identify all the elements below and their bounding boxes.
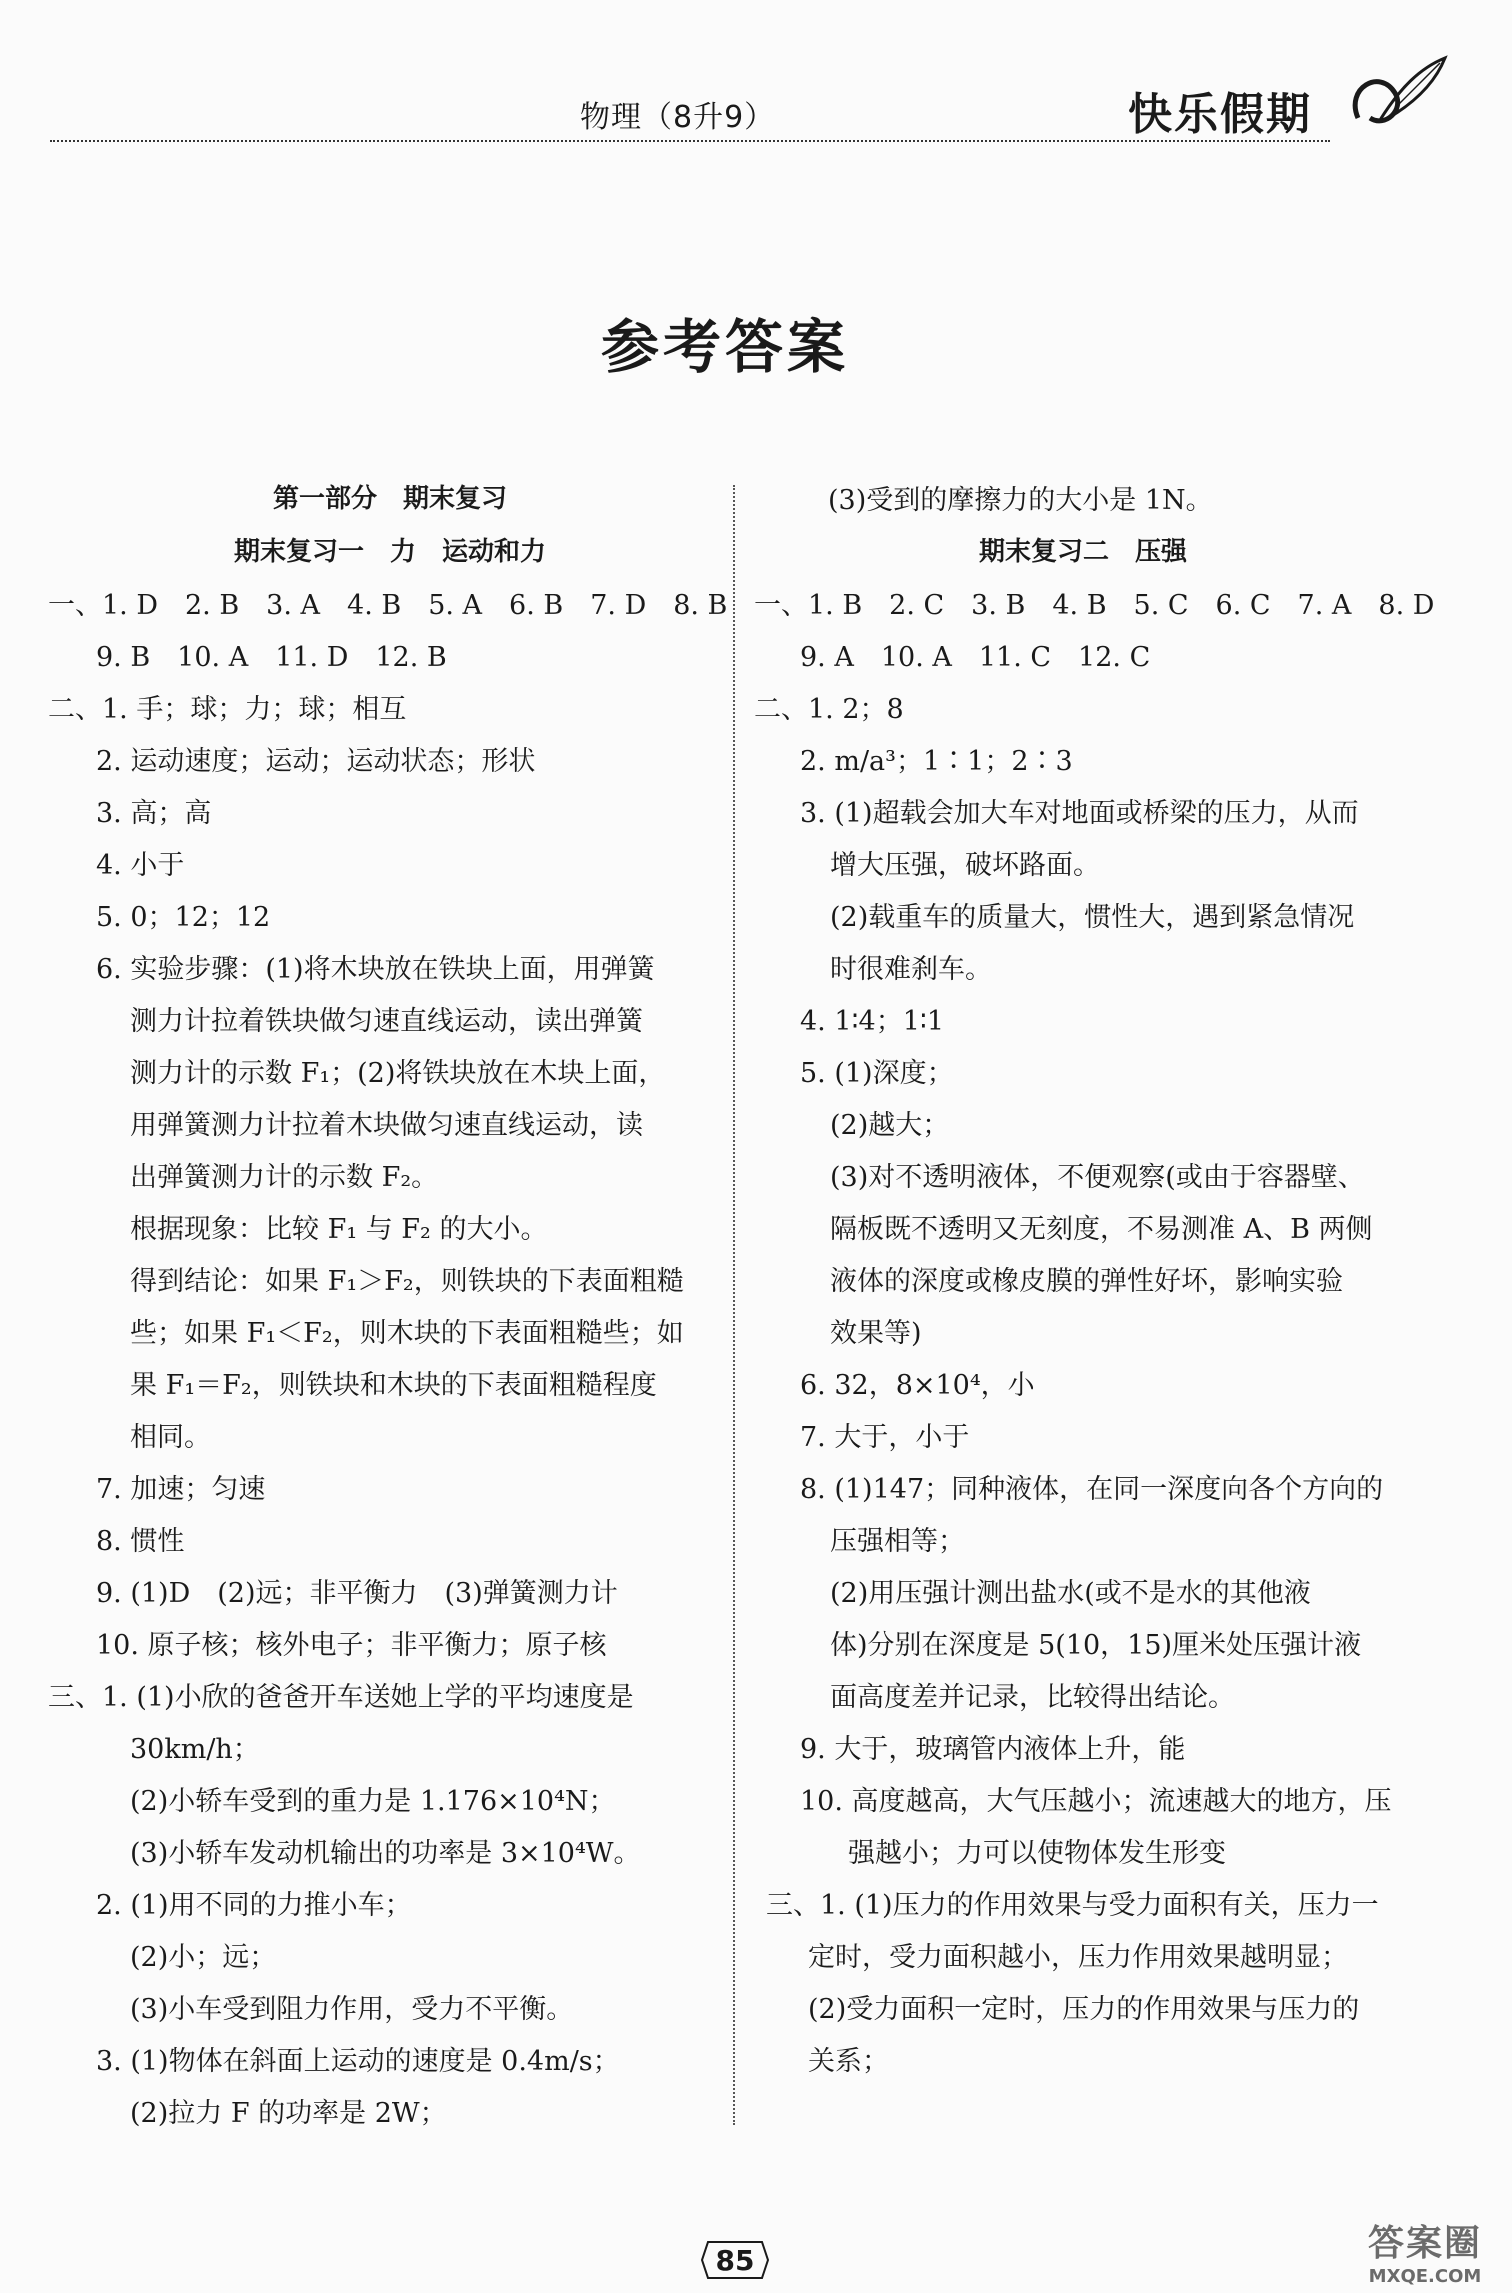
- answer-line: 三、1. (1)压力的作用效果与受力面积有关，压力一: [766, 1890, 1379, 1921]
- answer-line: (2)小；远；: [130, 1942, 277, 1973]
- answer-line: 2. (1)用不同的力推小车；: [96, 1890, 412, 1921]
- answer-line: 3. (1)超载会加大车对地面或桥梁的压力，从而: [800, 798, 1359, 829]
- answer-line: (2)载重车的质量大，惯性大，遇到紧急情况: [830, 902, 1355, 933]
- header-title: 物理（8升9）: [580, 100, 776, 135]
- answer-line: (3)对不透明液体，不便观察(或由于容器壁、: [830, 1162, 1365, 1193]
- answer-line: 效果等): [830, 1318, 922, 1349]
- answer-line: 液体的深度或橡皮膜的弹性好坏，影响实验: [830, 1266, 1343, 1297]
- answer-line: 4. 1∶4；1∶1: [800, 1006, 945, 1037]
- watermark-logo: 答案圈: [1367, 2223, 1482, 2264]
- answer-line: 9. A 10. A 11. C 12. C: [800, 642, 1151, 673]
- answer-line: 增大压强，破坏路面。: [830, 850, 1100, 881]
- answer-line: (3)小轿车发动机输出的功率是 3×10⁴W。: [130, 1838, 641, 1869]
- answer-line: 相同。: [130, 1422, 211, 1453]
- answer-line: 9. 大于，玻璃管内液体上升，能: [800, 1734, 1186, 1765]
- answer-line: 定时，受力面积越小，压力作用效果越明显；: [808, 1942, 1348, 1973]
- answer-line: 测力计拉着铁块做匀速直线运动，读出弹簧: [130, 1006, 643, 1037]
- answer-line: 2. 运动速度；运动；运动状态；形状: [96, 746, 536, 777]
- answer-line: (3)小车受到阻力作用，受力不平衡。: [130, 1994, 574, 2025]
- subsection-heading: 期末复习一 力 运动和力: [233, 537, 546, 567]
- answer-line: 面高度差并记录，比较得出结论。: [830, 1682, 1235, 1713]
- answer-line: 9. (1)D (2)远；非平衡力 (3)弹簧测力计: [96, 1578, 618, 1609]
- answer-line: 得到结论：如果 F₁＞F₂，则铁块的下表面粗糙: [130, 1266, 684, 1297]
- answer-line: 一、1. D 2. B 3. A 4. B 5. A 6. B 7. D 8. B: [48, 590, 728, 621]
- watermark-site: MXQE.COM: [1368, 2266, 1482, 2287]
- page-number: 85: [715, 2244, 755, 2277]
- leaf-swirl-icon: [1340, 48, 1450, 148]
- answer-line: 三、1. (1)小欣的爸爸开车送她上学的平均速度是: [48, 1682, 634, 1713]
- answer-line: 7. 大于，小于: [800, 1422, 970, 1453]
- answer-line: 时很难刹车。: [830, 954, 992, 985]
- answer-line: 一、1. B 2. C 3. B 4. B 5. C 6. C 7. A 8. D: [754, 590, 1435, 621]
- answer-line: 些；如果 F₁＜F₂，则木块的下表面粗糙些；如: [130, 1318, 684, 1349]
- answer-line: 8. 惯性: [96, 1526, 185, 1557]
- answer-line: 强越小；力可以使物体发生形变: [848, 1838, 1226, 1869]
- answer-line: (2)受力面积一定时，压力的作用效果与压力的: [808, 1994, 1360, 2025]
- answer-line: 6. 实验步骤：(1)将木块放在铁块上面，用弹簧: [96, 954, 655, 985]
- answer-line: 10. 原子核；核外电子；非平衡力；原子核: [96, 1630, 607, 1661]
- answer-line: 用弹簧测力计拉着木块做匀速直线运动，读: [130, 1110, 643, 1141]
- answer-line: 出弹簧测力计的示数 F₂。: [130, 1162, 439, 1193]
- answer-line: 30km/h；: [130, 1734, 260, 1765]
- answer-line: 果 F₁＝F₂，则铁块和木块的下表面粗糙程度: [130, 1370, 657, 1401]
- answer-line: 2. m/a³；1∶1；2∶3: [800, 746, 1073, 777]
- answer-line: 压强相等；: [830, 1526, 965, 1557]
- answer-line: 7. 加速；匀速: [96, 1474, 266, 1505]
- answer-line: 体)分别在深度是 5(10，15)厘米处压强计液: [830, 1630, 1362, 1661]
- answer-line: (2)越大；: [830, 1110, 950, 1141]
- subsection-heading: 期末复习二 压强: [978, 537, 1187, 567]
- answer-line: 二、1. 2；8: [754, 694, 904, 725]
- page-title: 参考答案: [600, 313, 849, 381]
- answer-line: (2)用压强计测出盐水(或不是水的其他液: [830, 1578, 1311, 1609]
- answer-line: 5. 0；12；12: [96, 902, 271, 933]
- header-brand: 快乐假期: [1128, 89, 1312, 140]
- answer-line: 6. 32，8×10⁴，小: [800, 1370, 1035, 1401]
- answer-line: 10. 高度越高，大气压越小；流速越大的地方，压: [800, 1786, 1392, 1817]
- answer-line: 9. B 10. A 11. D 12. B: [96, 642, 447, 673]
- column-divider: [733, 485, 735, 2125]
- answer-line: 测力计的示数 F₁；(2)将铁块放在木块上面，: [130, 1058, 666, 1089]
- answer-line: 3. 高；高: [96, 798, 212, 829]
- answer-line: 隔板既不透明又无刻度，不易测准 A、B 两侧: [830, 1214, 1373, 1245]
- answer-line: 5. (1)深度；: [800, 1058, 954, 1089]
- answer-line: (2)拉力 F 的功率是 2W；: [130, 2098, 447, 2129]
- answer-line: (3)受到的摩擦力的大小是 1N。: [828, 485, 1213, 516]
- watermark: [1345, 2215, 1505, 2285]
- section-heading: 第一部分 期末复习: [272, 484, 507, 514]
- answer-line: 8. (1)147；同种液体，在同一深度向各个方向的: [800, 1474, 1384, 1505]
- header-divider: [50, 140, 1330, 142]
- answer-line: 4. 小于: [96, 850, 185, 881]
- answer-line: (2)小轿车受到的重力是 1.176×10⁴N；: [130, 1786, 616, 1817]
- answer-line: 3. (1)物体在斜面上运动的速度是 0.4m/s；: [96, 2046, 620, 2077]
- answer-line: 根据现象：比较 F₁ 与 F₂ 的大小。: [130, 1214, 548, 1245]
- answer-line: 关系；: [808, 2046, 889, 2077]
- answer-line: 二、1. 手；球；力；球；相互: [48, 694, 407, 725]
